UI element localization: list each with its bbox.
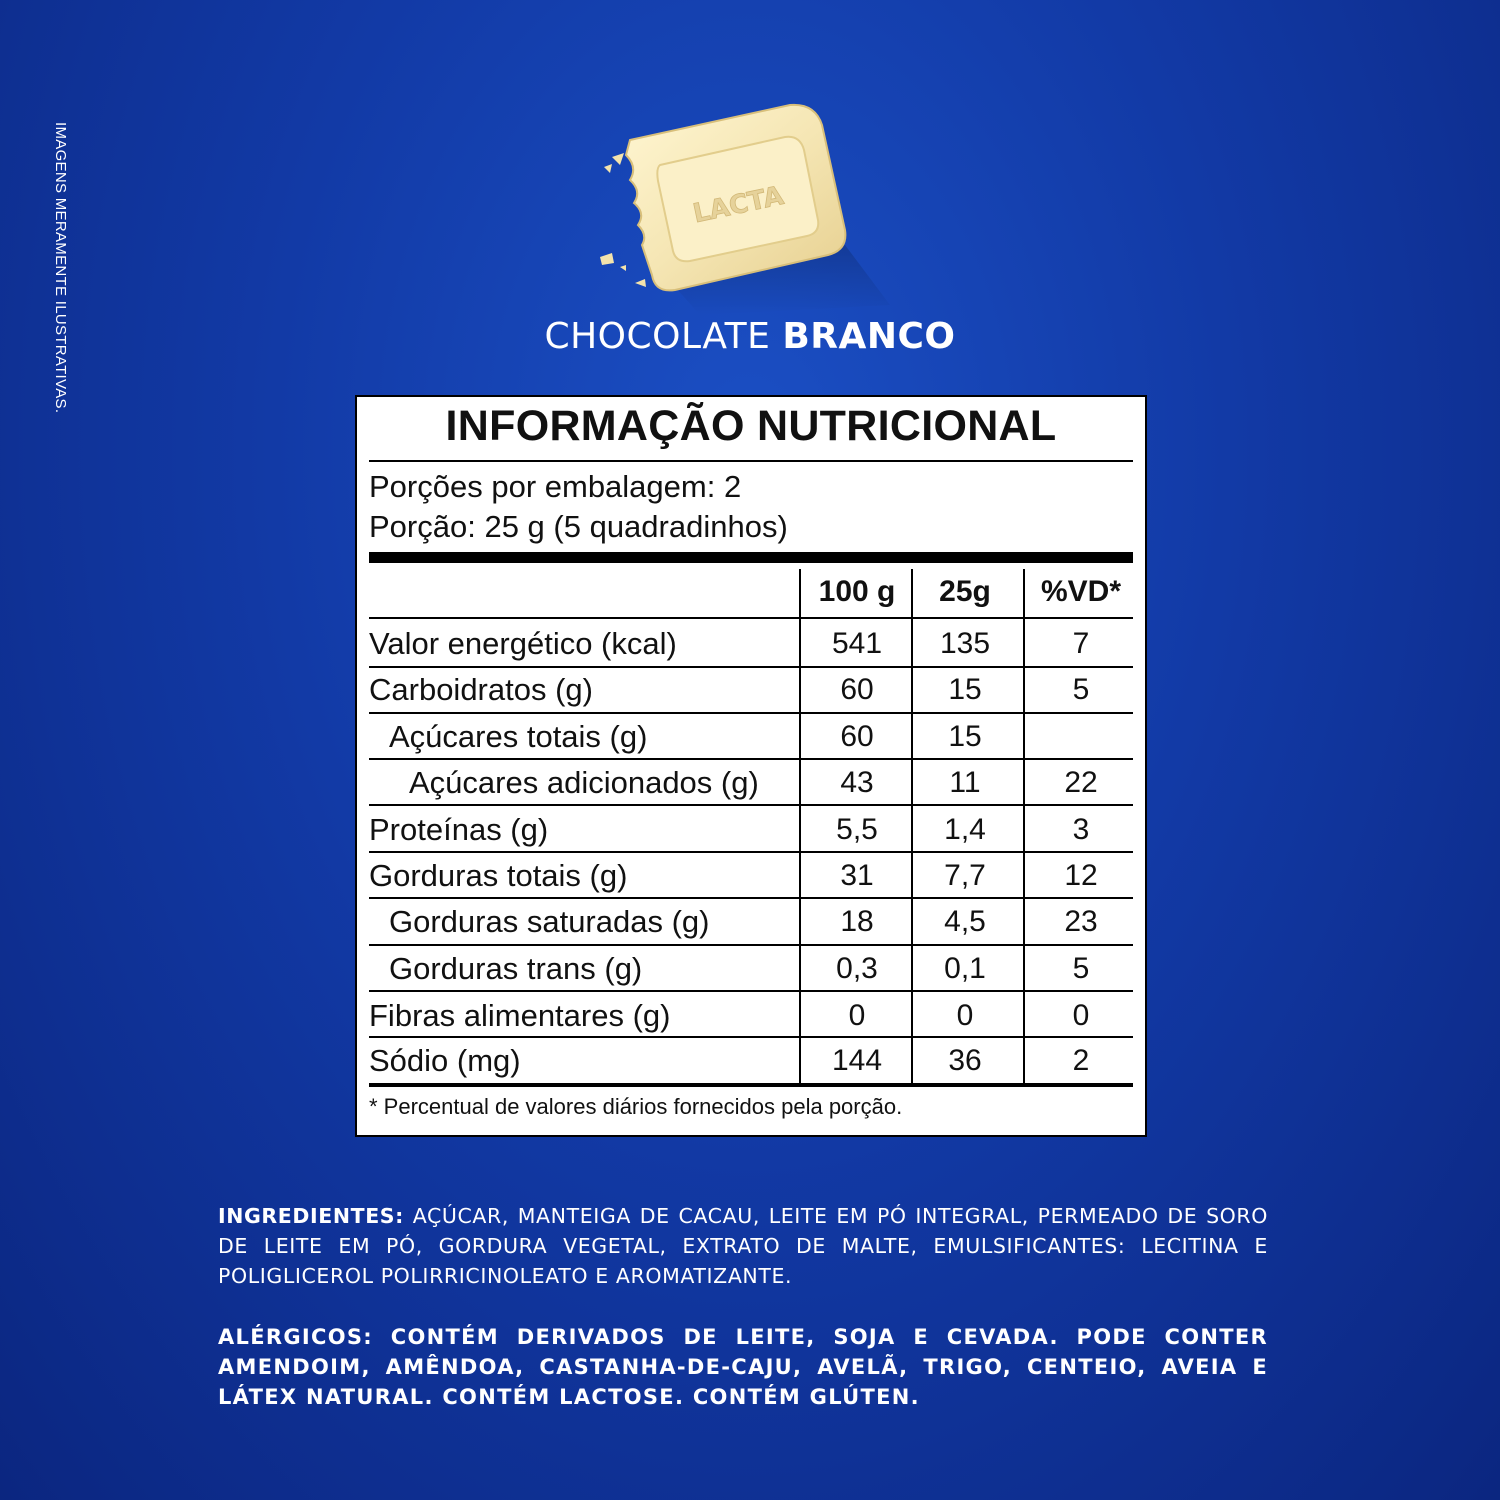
value-portion: 7,7: [944, 859, 986, 892]
value-100g: 60: [840, 720, 874, 753]
value-vd: 5: [1072, 952, 1090, 985]
table-row: [369, 993, 1133, 1039]
nutrient-label: Gorduras saturadas (g): [389, 904, 710, 939]
value-portion: 0,1: [944, 952, 986, 985]
table-row: [369, 946, 1133, 992]
nutrient-label: Valor energético (kcal): [369, 626, 677, 661]
value-100g: 541: [831, 627, 883, 660]
table-header-row: [369, 569, 1133, 615]
serving-size: Porção: 25 g (5 quadradinhos): [369, 509, 788, 544]
table-row: [369, 760, 1133, 806]
value-portion: 1,4: [944, 813, 986, 846]
value-vd: 5: [1072, 673, 1090, 706]
thick-divider: [369, 552, 1133, 563]
value-100g: 60: [840, 673, 874, 706]
value-100g: 31: [840, 859, 874, 892]
value-portion: 0: [956, 999, 974, 1032]
table-row: [369, 714, 1133, 760]
value-vd: 3: [1072, 813, 1090, 846]
disclaimer-note: IMAGENS MERAMENTE ILUSTRATIVAS.: [52, 122, 69, 414]
nutrient-label: Açúcares adicionados (g): [409, 765, 759, 800]
value-vd: [1025, 714, 1137, 760]
nutrient-label: Açúcares totais (g): [389, 719, 648, 754]
column-header-vd: %VD*: [1040, 575, 1122, 608]
value-100g: 0,3: [836, 952, 878, 985]
value-100g: 18: [840, 905, 874, 938]
ingredients-label: INGREDIENTES:: [218, 1204, 404, 1228]
table-row: [369, 621, 1133, 667]
value-vd: 2: [1072, 1044, 1090, 1077]
value-100g: 43: [840, 766, 874, 799]
nutrient-label: Proteínas (g): [369, 812, 549, 847]
value-100g: 5,5: [836, 813, 878, 846]
column-header-25g: 25g: [939, 575, 991, 608]
divider: [369, 460, 1133, 462]
nutrient-label: Sódio (mg): [369, 1043, 521, 1078]
value-vd: 12: [1064, 859, 1098, 892]
chocolate-image: [590, 95, 890, 315]
column-header-100g: 100 g: [818, 575, 896, 608]
value-portion: 4,5: [944, 905, 986, 938]
product-name: [0, 316, 1500, 357]
value-portion: 36: [948, 1044, 982, 1077]
table-row: [369, 899, 1133, 945]
product-name-light: CHOCOLATE: [544, 316, 771, 357]
nutrient-label: Gorduras trans (g): [389, 951, 643, 986]
value-portion: 11: [949, 766, 981, 799]
lacta-logo-emboss: LACTA: [690, 180, 787, 230]
value-portion: 15: [948, 673, 982, 706]
servings-per-package: Porções por embalagem: 2: [369, 469, 742, 504]
nutrient-label: Carboidratos (g): [369, 672, 593, 707]
value-100g: 144: [831, 1044, 883, 1077]
value-vd: 23: [1064, 905, 1098, 938]
ingredients-text: [218, 1201, 1268, 1291]
product-name-bold: BRANCO: [782, 316, 956, 357]
nutrition-facts-table: [355, 395, 1147, 1137]
value-vd: 22: [1064, 766, 1098, 799]
table-row: [369, 1038, 1133, 1084]
value-vd: 7: [1072, 627, 1090, 660]
footnote: * Percentual de valores diários fornecidos pela porção.: [369, 1094, 903, 1119]
nutrient-label: Gorduras totais (g): [369, 858, 628, 893]
value-vd: 0: [1072, 999, 1090, 1032]
table-row: [369, 807, 1133, 853]
value-portion: 15: [948, 720, 982, 753]
value-portion: 135: [939, 627, 991, 660]
value-100g: 0: [848, 999, 866, 1032]
table-row: [369, 667, 1133, 713]
ingredients-list: AÇÚCAR, MANTEIGA DE CACAU, LEITE EM PÓ INTEGRAL, PERMEADO DE SORO DE LEITE EM PÓ, GORDURA VEGETAL, EXTRATO DE MALTE, EMULSIFICANTES: LECITINA E POLIGLICEROL POLIRRICINOLEATO E AROMATIZANTE.: [218, 1204, 1268, 1288]
nutrient-label: Fibras alimentares (g): [369, 998, 671, 1033]
nutrition-title: INFORMAÇÃO NUTRICIONAL: [445, 402, 1057, 450]
thick-divider: [369, 1083, 1133, 1087]
table-row: [369, 853, 1133, 899]
allergens-text: ALÉRGICOS: CONTÉM DERIVADOS DE LEITE, SOJA E CEVADA. PODE CONTER AMENDOIM, AMÊNDOA, CASTANHA-DE-CAJU, AVELÃ, TRIGO, CENTEIO, AVEIA E LÁTEX NATURAL. CONTÉM LACTOSE. CONTÉM GLÚTEN.: [218, 1325, 1268, 1409]
